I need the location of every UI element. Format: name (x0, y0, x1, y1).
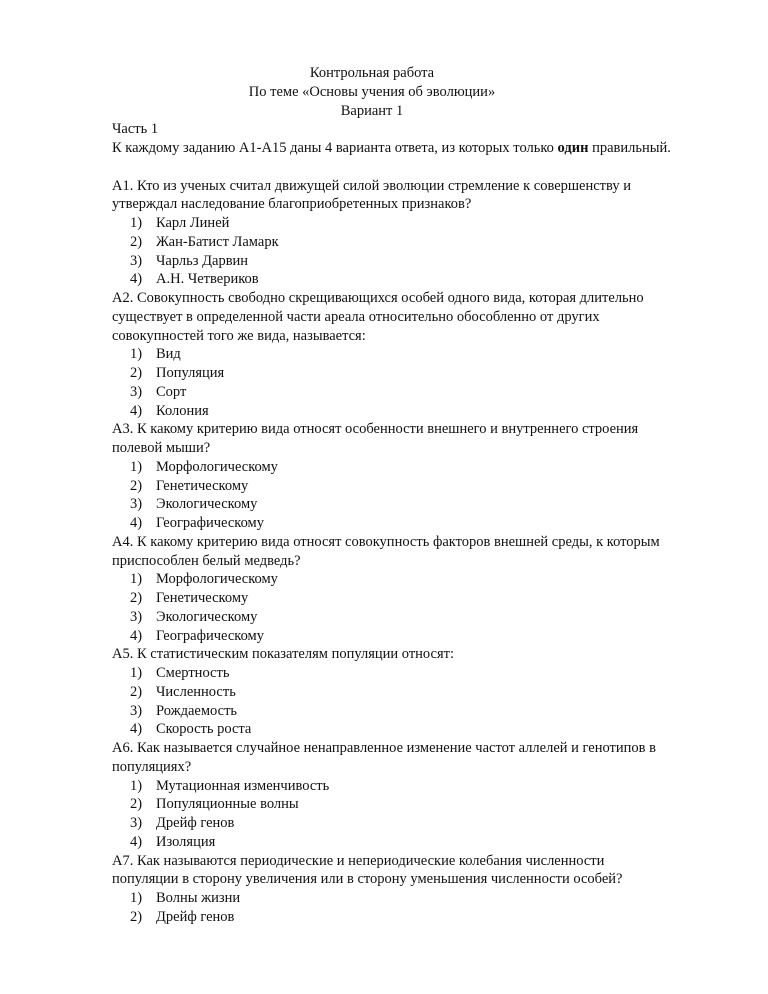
question-block (112, 420, 722, 533)
answer-options (112, 570, 722, 645)
option-text: Жан-Батист Ламарк (156, 233, 279, 250)
document-topic: По теме «Основы учения об эволюции» (248, 83, 496, 100)
questions-list (112, 177, 722, 927)
part-instruction (112, 139, 722, 158)
answer-option (112, 627, 722, 646)
question-text: А2. Совокупность свободно скрещивающихся особей одного вида, которая длительно (112, 290, 644, 306)
option-text: Географическому (156, 627, 264, 644)
answer-option (112, 720, 722, 739)
answer-option (112, 345, 722, 364)
question-text: А4. К какому критерию вида относят совокупность факторов внешней среды, к которым (112, 533, 660, 550)
option-text: Популяция (156, 365, 225, 381)
question-block (112, 852, 722, 927)
question-text: утверждал наследование благоприобретенных признаков? (112, 196, 472, 213)
option-text: Дрейф генов (156, 908, 235, 925)
option-number: 1) (130, 458, 143, 475)
option-text: Рождаемость (156, 702, 238, 719)
option-text: Генетическому (156, 590, 249, 606)
document-variant: Вариант 1 (340, 102, 404, 119)
option-text: Изоляция (156, 833, 216, 850)
option-text: Чарльз Дарвин (156, 252, 249, 269)
option-number: 1) (130, 665, 143, 681)
option-number: 3) (130, 383, 143, 400)
answer-option (112, 458, 722, 477)
answer-option (112, 702, 722, 721)
option-text: Экологическому (156, 608, 258, 625)
answer-option (112, 683, 722, 702)
answer-option (112, 270, 722, 289)
part-label: Часть 1 (112, 121, 159, 138)
answer-option (112, 777, 722, 796)
option-number: 3) (130, 815, 143, 831)
option-number: 4) (130, 833, 143, 850)
option-text: Морфологическому (156, 458, 278, 475)
option-text: Сорт (156, 383, 187, 400)
answer-option (112, 252, 722, 271)
instruction-emphasis: один (557, 140, 589, 156)
spacer (112, 158, 722, 177)
answer-option (112, 477, 722, 496)
option-number: 2) (130, 477, 143, 494)
option-number: 1) (130, 777, 143, 794)
option-number: 1) (130, 346, 143, 363)
option-text: Географическому (156, 515, 264, 531)
option-number: 2) (130, 683, 143, 700)
answer-option (112, 908, 722, 927)
option-text: Скорость роста (156, 721, 252, 738)
option-number: 4) (130, 271, 143, 288)
question-text: популяциях? (112, 758, 192, 775)
option-number: 2) (130, 908, 143, 925)
document-page (112, 64, 722, 927)
option-text: Колония (156, 402, 209, 419)
option-number: 1) (130, 890, 143, 906)
option-text: Морфологическому (156, 571, 278, 588)
answer-option (112, 495, 722, 514)
question-text: А3. К какому критерию вида относят особенности внешнего и внутреннего строения (112, 421, 639, 438)
question-block (112, 645, 722, 739)
question-text: совокупностей того же вида, называется: (112, 327, 366, 344)
option-text: Генетическому (156, 477, 249, 494)
answer-options (112, 777, 722, 852)
answer-option (112, 214, 722, 233)
option-number: 3) (130, 496, 143, 513)
instruction-text-end: правильный. (588, 140, 671, 156)
option-text: Мутационная изменчивость (156, 777, 330, 794)
option-number: 4) (130, 721, 143, 738)
option-number: 3) (130, 252, 143, 269)
question-block (112, 289, 722, 420)
option-number: 2) (130, 796, 143, 813)
answer-option (112, 833, 722, 852)
answer-options (112, 214, 722, 289)
question-text: А7. Как называются периодические и непериодические колебания численности (112, 852, 605, 869)
option-number: 4) (130, 627, 143, 644)
option-number: 2) (130, 365, 143, 381)
answer-option (112, 664, 722, 683)
option-number: 4) (130, 515, 143, 531)
option-number: 3) (130, 702, 143, 719)
question-block (112, 177, 722, 290)
answer-option (112, 402, 722, 421)
option-number: 3) (130, 608, 143, 625)
instruction-text-start: К каждому заданию А1-А15 даны 4 варианта ответа, из которых только (112, 140, 558, 156)
option-text: Численность (156, 683, 236, 700)
question-text: А1. Кто из ученых считал движущей силой эволюции стремление к совершенству и (112, 177, 632, 194)
option-text: Вид (156, 346, 181, 363)
option-text: Волны жизни (156, 890, 241, 906)
answer-option (112, 814, 722, 833)
option-number: 2) (130, 590, 143, 606)
answer-option (112, 589, 722, 608)
question-text: А5. К статистическим показателям популяции относят: (112, 646, 455, 663)
answer-option (112, 383, 722, 402)
option-number: 2) (130, 233, 143, 250)
answer-option (112, 608, 722, 627)
answer-option (112, 795, 722, 814)
option-text: Карл Линей (156, 215, 230, 231)
question-text: существует в определенной части ареала относительно обособленно от других (112, 308, 600, 325)
document-title: Контрольная работа (309, 65, 435, 81)
answer-options (112, 664, 722, 739)
option-number: 4) (130, 402, 143, 419)
answer-option (112, 233, 722, 252)
option-number: 1) (130, 571, 143, 588)
answer-options (112, 458, 722, 533)
option-text: Экологическому (156, 496, 258, 513)
option-text: А.Н. Четвериков (156, 271, 259, 288)
answer-option (112, 514, 722, 533)
answer-option (112, 364, 722, 383)
question-block (112, 739, 722, 852)
question-text: А6. Как называется случайное ненаправленное изменение частот аллелей и генотипов в (112, 740, 656, 756)
option-text: Популяционные волны (156, 796, 299, 813)
question-text: популяции в сторону увеличения или в сторону уменьшения численности особей? (112, 871, 623, 888)
question-block (112, 533, 722, 646)
option-number: 1) (130, 215, 143, 231)
answer-options (112, 345, 722, 420)
answer-options (112, 889, 722, 927)
option-text: Смертность (156, 665, 230, 681)
answer-option (112, 889, 722, 908)
option-text: Дрейф генов (156, 815, 235, 831)
question-text: полевой мыши? (112, 440, 211, 456)
question-text: приспособлен белый медведь? (112, 552, 301, 569)
answer-option (112, 570, 722, 589)
